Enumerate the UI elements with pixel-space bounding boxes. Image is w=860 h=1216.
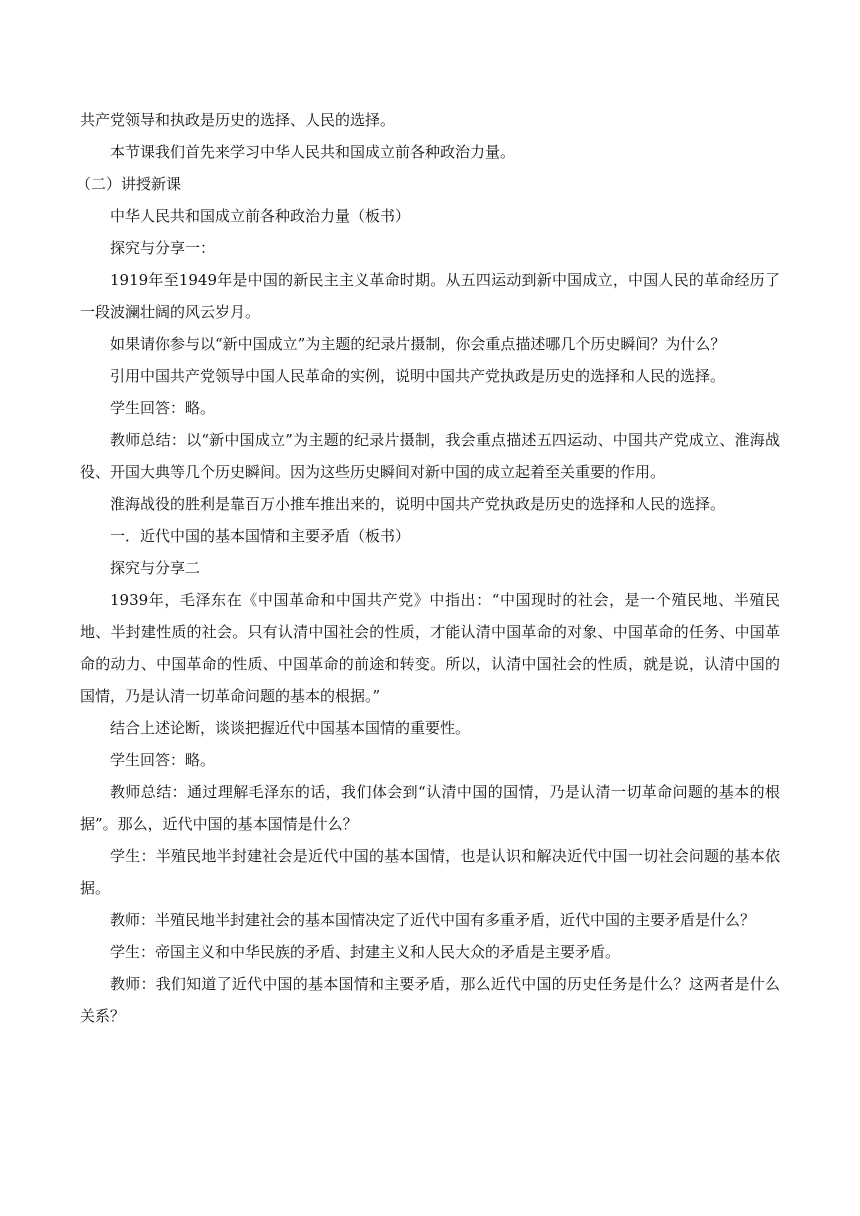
paragraph-text: 教师总结：通过理解毛泽东的话，我们体会到“认清中国的国情，乃是认清一切革命问题的基本的根据”。那么，近代中国的基本国情是什么？	[80, 783, 780, 833]
activity-heading: 探究与分享一：	[110, 239, 216, 257]
board-heading: 中华人民共和国成立前各种政治力量（板书）	[110, 207, 411, 225]
paragraph-text: 如果请你参与以“新中国成立”为主题的纪录片摄制，你会重点描述哪几个历史瞬间？为什么？	[110, 335, 726, 353]
paragraph-text: 教师：半殖民地半封建社会的基本国情决定了近代中国有多重矛盾，近代中国的主要矛盾是什么？	[110, 911, 756, 929]
paragraph-text: 本节课我们首先来学习中华人民共和国成立前各种政治力量。	[110, 143, 516, 161]
paragraph-text: 淮海战役的胜利是靠百万小推车推出来的，说明中国共产党执政是历史的选择和人民的选择。	[110, 495, 726, 513]
paragraph-text: 1939年，毛泽东在《中国革命和中国共产党》中指出：“中国现时的社会，是一个殖民地、半殖民地、半封建性质的社会。只有认清中国社会的性质，才能认清中国革命的对象、中国革命的任务、中国革命的动力、中国革命的性质、中国革命的前途和转变。所以，认清中国社会的性质，就是说，认清中国的国情，乃是认清一切革命问题的基本的根据。”	[80, 591, 780, 705]
paragraph-text: 1919年至1949年是中国的新民主主义革命时期。从五四运动到新中国成立，中国人民的革命经历了一段波澜壮阔的风云岁月。	[80, 271, 780, 321]
paragraph-text: 学生：帝国主义和中华民族的矛盾、封建主义和人民大众的矛盾是主要矛盾。	[110, 943, 621, 961]
paragraph-text: 结合上述论断，谈谈把握近代中国基本国情的重要性。	[110, 719, 471, 737]
paragraph-text: 学生回答：略。	[110, 751, 216, 769]
board-heading: 一．近代中国的基本国情和主要矛盾（板书）	[110, 527, 411, 545]
paragraph-text: 学生：半殖民地半封建社会是近代中国的基本国情，也是认识和解决近代中国一切社会问题的基本依据。	[80, 847, 780, 897]
activity-heading: 探究与分享二	[110, 559, 201, 577]
paragraph-text: 教师：我们知道了近代中国的基本国情和主要矛盾，那么近代中国的历史任务是什么？这两者是什么关系？	[80, 975, 780, 1025]
paragraph-text: 教师总结：以“新中国成立”为主题的纪录片摄制，我会重点描述五四运动、中国共产党成立、淮海战役、开国大典等几个历史瞬间。因为这些历史瞬间对新中国的成立起着至关重要的作用。	[80, 431, 780, 481]
document-body	[76, 104, 780, 1032]
section-heading: （二）讲授新课	[76, 175, 182, 193]
paragraph-text: 学生回答：略。	[110, 399, 216, 417]
paragraph-text: 共产党领导和执政是历史的选择、人民的选择。	[80, 111, 396, 129]
paragraph-text: 引用中国共产党领导中国人民革命的实例，说明中国共产党执政是历史的选择和人民的选择。	[110, 367, 726, 385]
